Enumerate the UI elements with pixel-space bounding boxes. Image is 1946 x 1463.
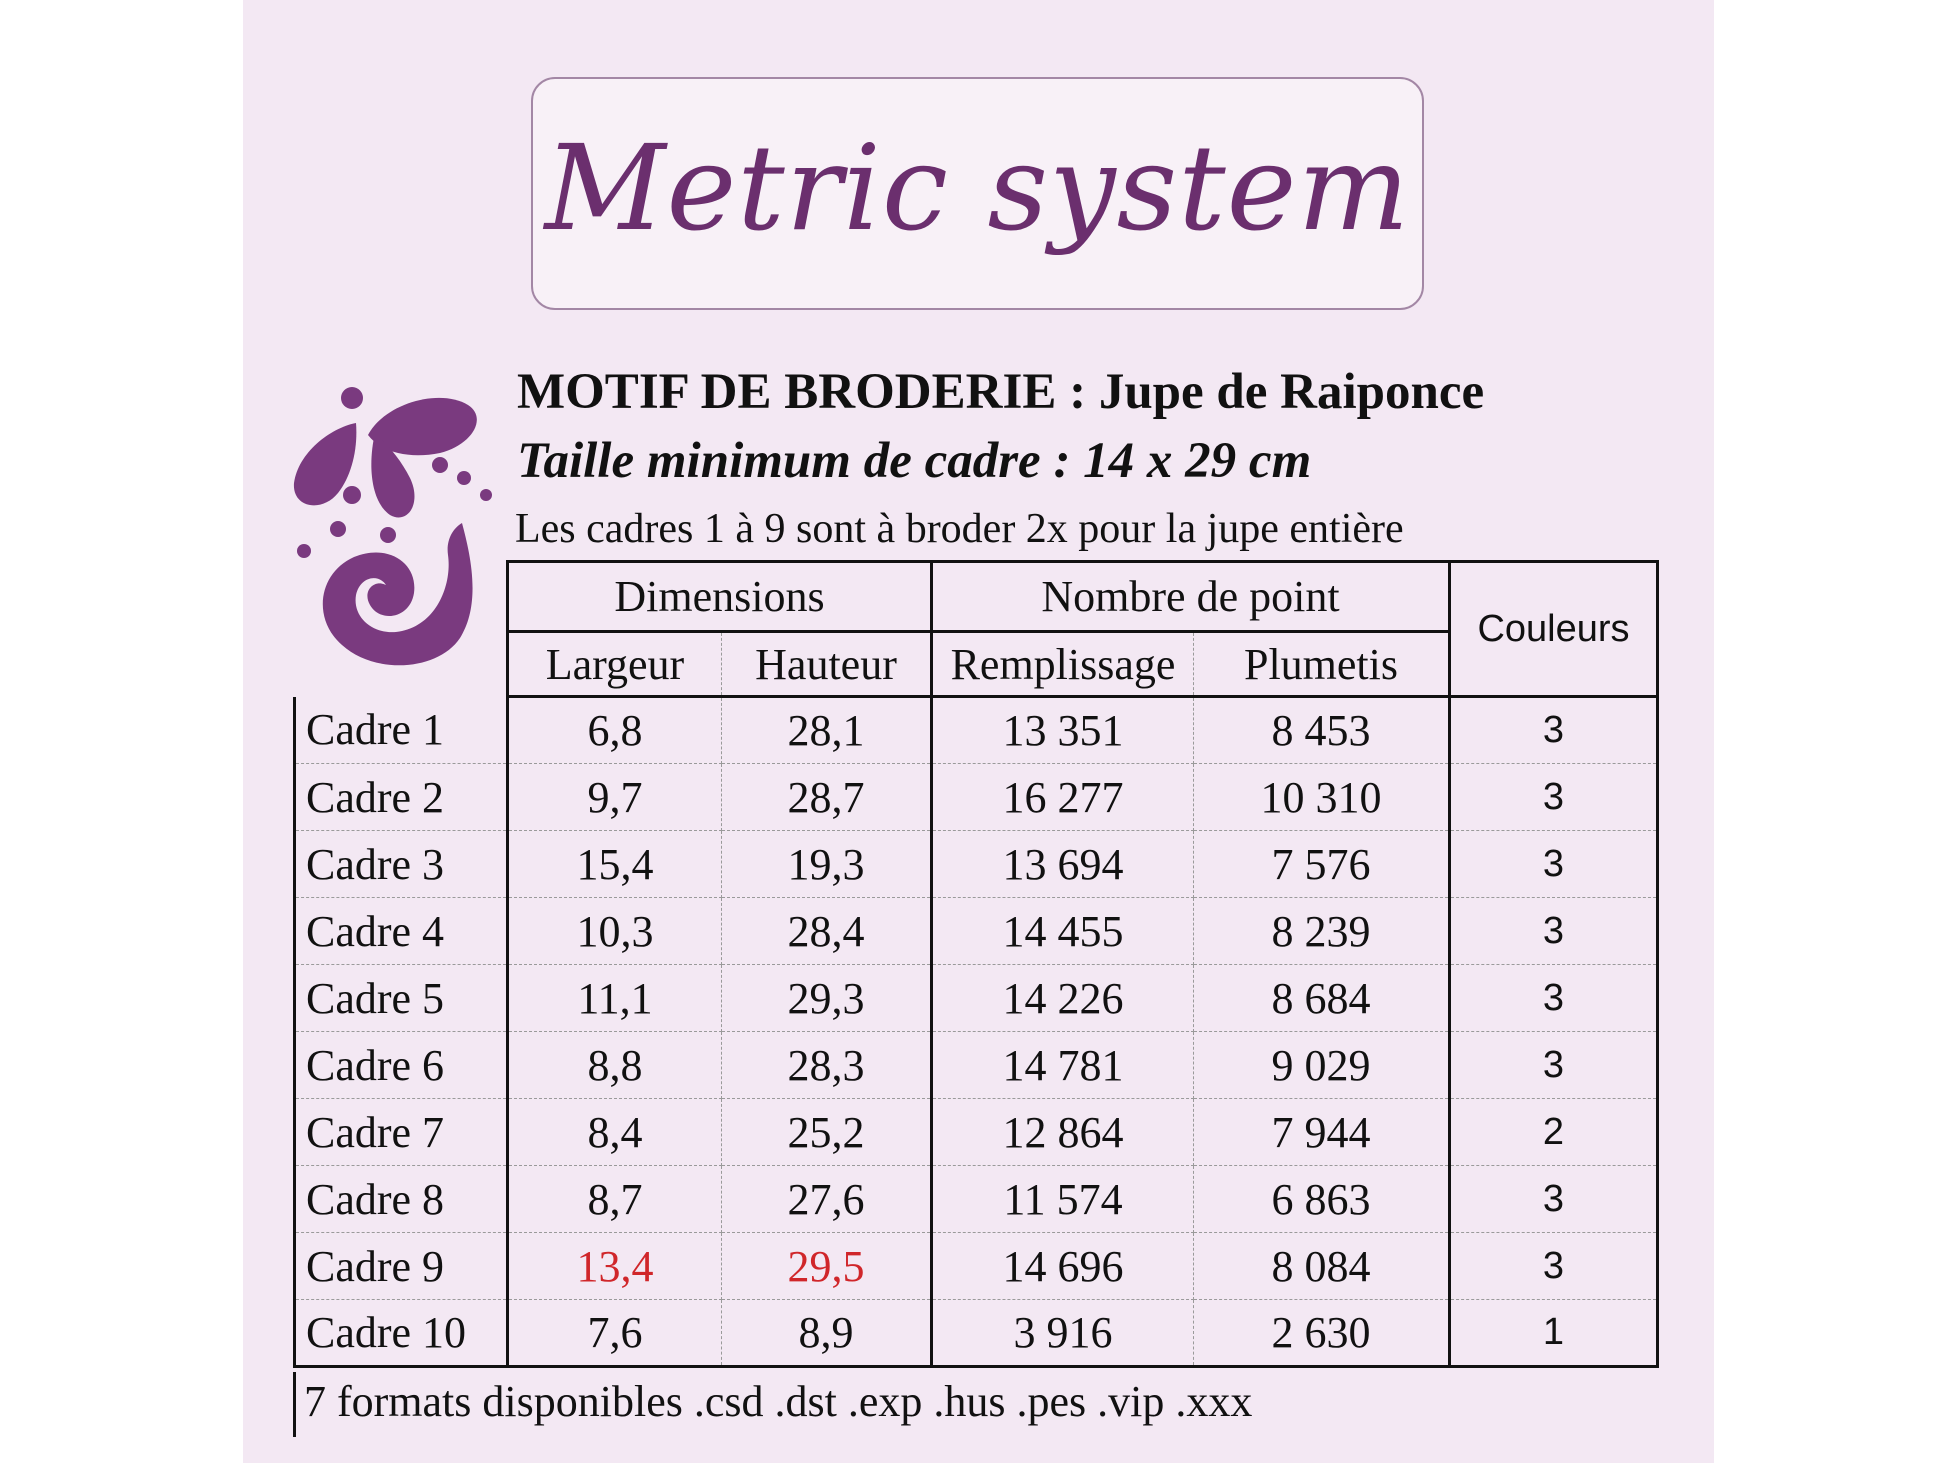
frame-size-heading: Taille minimum de cadre : 14 x 29 cm (517, 433, 1312, 489)
largeur-cell: 7,6 (508, 1300, 722, 1367)
frame-name-cell: Cadre 3 (295, 831, 508, 898)
header-couleurs: Couleurs (1450, 562, 1658, 697)
largeur-cell: 10,3 (508, 898, 722, 965)
table-row (295, 965, 1658, 1032)
plumetis-cell: 10 310 (1194, 764, 1450, 831)
plumetis-cell: 7 944 (1194, 1099, 1450, 1166)
plumetis-cell: 2 630 (1194, 1300, 1450, 1367)
motif-heading: MOTIF DE BRODERIE : Jupe de Raiponce (517, 364, 1485, 420)
header-dimensions: Dimensions (508, 562, 932, 632)
plumetis-cell: 8 684 (1194, 965, 1450, 1032)
couleurs-cell: 3 (1450, 831, 1658, 898)
header-remplissage: Remplissage (932, 632, 1194, 697)
remplissage-cell: 14 781 (932, 1032, 1194, 1099)
hauteur-cell: 28,1 (722, 697, 932, 764)
couleurs-cell: 3 (1450, 697, 1658, 764)
hauteur-cell: 28,3 (722, 1032, 932, 1099)
hauteur-cell: 8,9 (722, 1300, 932, 1367)
largeur-cell: 8,7 (508, 1166, 722, 1233)
couleurs-cell: 1 (1450, 1300, 1658, 1367)
header-hauteur: Hauteur (722, 632, 932, 697)
couleurs-cell: 2 (1450, 1099, 1658, 1166)
largeur-cell: 13,4 (508, 1233, 722, 1300)
largeur-cell: 15,4 (508, 831, 722, 898)
couleurs-cell: 3 (1450, 965, 1658, 1032)
plumetis-cell: 8 084 (1194, 1233, 1450, 1300)
frame-name-cell: Cadre 7 (295, 1099, 508, 1166)
frame-name-cell: Cadre 10 (295, 1300, 508, 1367)
remplissage-cell: 14 226 (932, 965, 1194, 1032)
page-title: Metric system (544, 118, 1411, 257)
hauteur-cell: 28,4 (722, 898, 932, 965)
hauteur-cell: 29,5 (722, 1233, 932, 1300)
table-row (295, 697, 1658, 764)
largeur-cell: 8,4 (508, 1099, 722, 1166)
hauteur-cell: 25,2 (722, 1099, 932, 1166)
plumetis-cell: 8 453 (1194, 697, 1450, 764)
table-row (295, 831, 1658, 898)
remplissage-cell: 13 351 (932, 697, 1194, 764)
remplissage-cell: 11 574 (932, 1166, 1194, 1233)
header-largeur: Largeur (508, 632, 722, 697)
frame-name-cell: Cadre 2 (295, 764, 508, 831)
plumetis-cell: 8 239 (1194, 898, 1450, 965)
table-row (295, 1099, 1658, 1166)
couleurs-cell: 3 (1450, 1166, 1658, 1233)
header-plumetis: Plumetis (1194, 632, 1450, 697)
frames-table (293, 560, 1659, 1368)
frame-name-cell: Cadre 1 (295, 697, 508, 764)
frame-name-cell: Cadre 8 (295, 1166, 508, 1233)
couleurs-cell: 3 (1450, 1032, 1658, 1099)
hauteur-cell: 27,6 (722, 1166, 932, 1233)
remplissage-cell: 14 455 (932, 898, 1194, 965)
table-row (295, 1032, 1658, 1099)
frame-name-cell: Cadre 6 (295, 1032, 508, 1099)
frames-note: Les cadres 1 à 9 sont à broder 2x pour la jupe entière (515, 506, 1404, 552)
header-nombre-de-point: Nombre de point (932, 562, 1450, 632)
largeur-cell: 6,8 (508, 697, 722, 764)
hauteur-cell: 19,3 (722, 831, 932, 898)
table-row (295, 764, 1658, 831)
plumetis-cell: 7 576 (1194, 831, 1450, 898)
frame-name-cell: Cadre 9 (295, 1233, 508, 1300)
table-row (295, 1300, 1658, 1367)
couleurs-cell: 3 (1450, 898, 1658, 965)
largeur-cell: 11,1 (508, 965, 722, 1032)
remplissage-cell: 13 694 (932, 831, 1194, 898)
frame-name-cell: Cadre 5 (295, 965, 508, 1032)
plumetis-cell: 6 863 (1194, 1166, 1450, 1233)
couleurs-cell: 3 (1450, 764, 1658, 831)
remplissage-cell: 3 916 (932, 1300, 1194, 1367)
frame-name-cell: Cadre 4 (295, 898, 508, 965)
couleurs-cell: 3 (1450, 1233, 1658, 1300)
hauteur-cell: 29,3 (722, 965, 932, 1032)
largeur-cell: 8,8 (508, 1032, 722, 1099)
formats-footer: 7 formats disponibles .csd .dst .exp .hus .pes .vip .xxx (293, 1372, 1252, 1437)
table-row (295, 1166, 1658, 1233)
table-row (295, 898, 1658, 965)
table-row (295, 1233, 1658, 1300)
plumetis-cell: 9 029 (1194, 1032, 1450, 1099)
remplissage-cell: 12 864 (932, 1099, 1194, 1166)
largeur-cell: 9,7 (508, 764, 722, 831)
remplissage-cell: 14 696 (932, 1233, 1194, 1300)
remplissage-cell: 16 277 (932, 764, 1194, 831)
title-banner (531, 77, 1424, 310)
hauteur-cell: 28,7 (722, 764, 932, 831)
